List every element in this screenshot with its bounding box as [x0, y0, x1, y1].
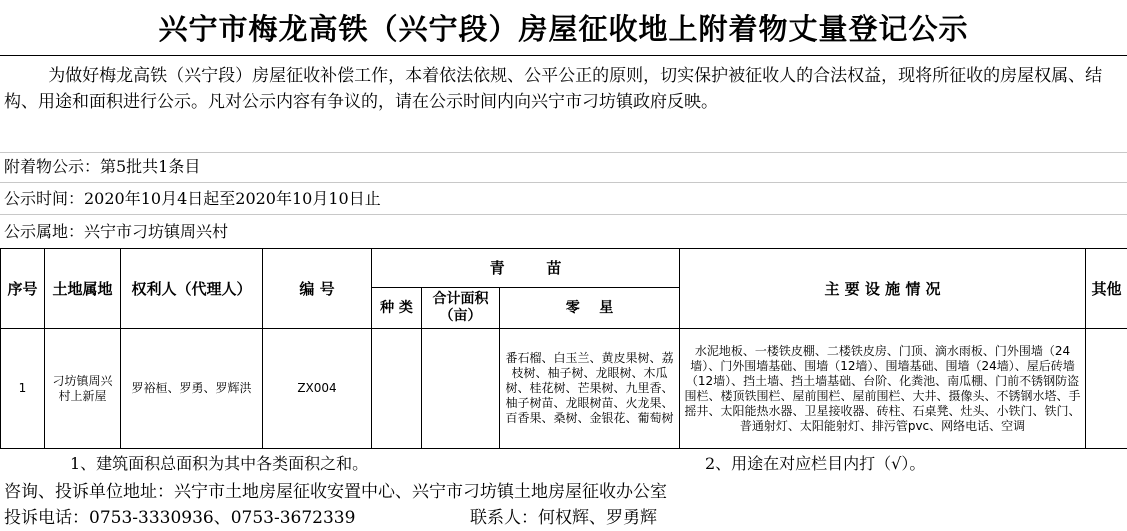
divider	[0, 182, 1127, 183]
complaint-phone: 投诉电话：0753-3330936、0753-3672339	[4, 505, 355, 531]
cell-kind	[372, 329, 422, 449]
header-land: 土地属地	[45, 249, 121, 329]
table-header-row	[1, 249, 1127, 288]
contact-persons: 联系人：何权辉、罗勇辉	[470, 505, 657, 531]
header-kind: 种 类	[372, 288, 422, 329]
table-row	[1, 329, 1127, 449]
header-facilities: 主 要 设 施 情 况	[680, 249, 1086, 329]
complaint-address: 咨询、投诉单位地址：兴宁市土地房屋征收安置中心、兴宁市刁坊镇土地房屋征收办公室	[4, 479, 667, 505]
header-crops: 青 苗	[372, 249, 680, 288]
cell-other	[1086, 329, 1127, 449]
note-area-total: 1、建筑面积总面积为其中各类面积之和。	[70, 451, 368, 477]
registration-table	[0, 248, 1127, 449]
header-code: 编 号	[263, 249, 372, 329]
cell-land: 刁坊镇周兴村上新屋	[45, 329, 121, 449]
header-area: 合计面积（亩）	[422, 288, 500, 329]
cell-owner: 罗裕桓、罗勇、罗辉洪	[121, 329, 263, 449]
divider	[0, 214, 1127, 215]
header-scattered: 零 星	[500, 288, 680, 329]
cell-facilities: 水泥地板、一楼铁皮棚、二楼铁皮房、门顶、滴水雨板、门外围墙（24墙）、门外围墙基础、围墙（12墙）、围墙基础、围墙（24墙）、屋后砖墙（12墙）、挡土墙、挡土墙基础、台阶、化粪池、南瓜棚、门前不锈钢防盗围栏、楼顶铁围栏、屋前围栏、屋前围栏、大井、摄像头、不锈钢水塔、手摇井、太阳能热水器、卫星接收器、砖柱、石桌凳、灶头、小铁门、铁门、普通射灯、太阳能射灯、排污管pvc、网络电话、空调	[680, 329, 1086, 449]
announcement-location: 公示属地：兴宁市刁坊镇周兴村	[4, 218, 228, 246]
intro-paragraph: 为做好梅龙高铁（兴宁段）房屋征收补偿工作，本着依法依规、公平公正的原则，切实保护被征收人的合法权益，现将所征收的房屋权属、结构、用途和面积进行公示。凡对公示内容有争议的，请在公示时间内向兴宁市刁坊镇政府反映。	[4, 63, 1122, 149]
announcement-period: 公示时间：2020年10月4日起至2020年10月10日止	[4, 185, 381, 213]
page-title: 兴宁市梅龙高铁（兴宁段）房屋征收地上附着物丈量登记公示	[0, 0, 1127, 56]
cell-area	[422, 329, 500, 449]
header-other: 其他	[1086, 249, 1127, 329]
batch-info: 附着物公示：第5批共1条目	[4, 153, 200, 181]
cell-scattered: 番石榴、白玉兰、黄皮果树、荔枝树、柚子树、龙眼树、木瓜树、桂花树、芒果树、九里香、柚子树苗、龙眼树苗、火龙果、百香果、桑树、金银花、葡萄树	[500, 329, 680, 449]
header-owner: 权利人（代理人）	[121, 249, 263, 329]
header-seq: 序号	[1, 249, 45, 329]
cell-seq: 1	[1, 329, 45, 449]
note-usage-mark: 2、用途在对应栏目内打（√）。	[705, 451, 925, 477]
cell-code: ZX004	[263, 329, 372, 449]
